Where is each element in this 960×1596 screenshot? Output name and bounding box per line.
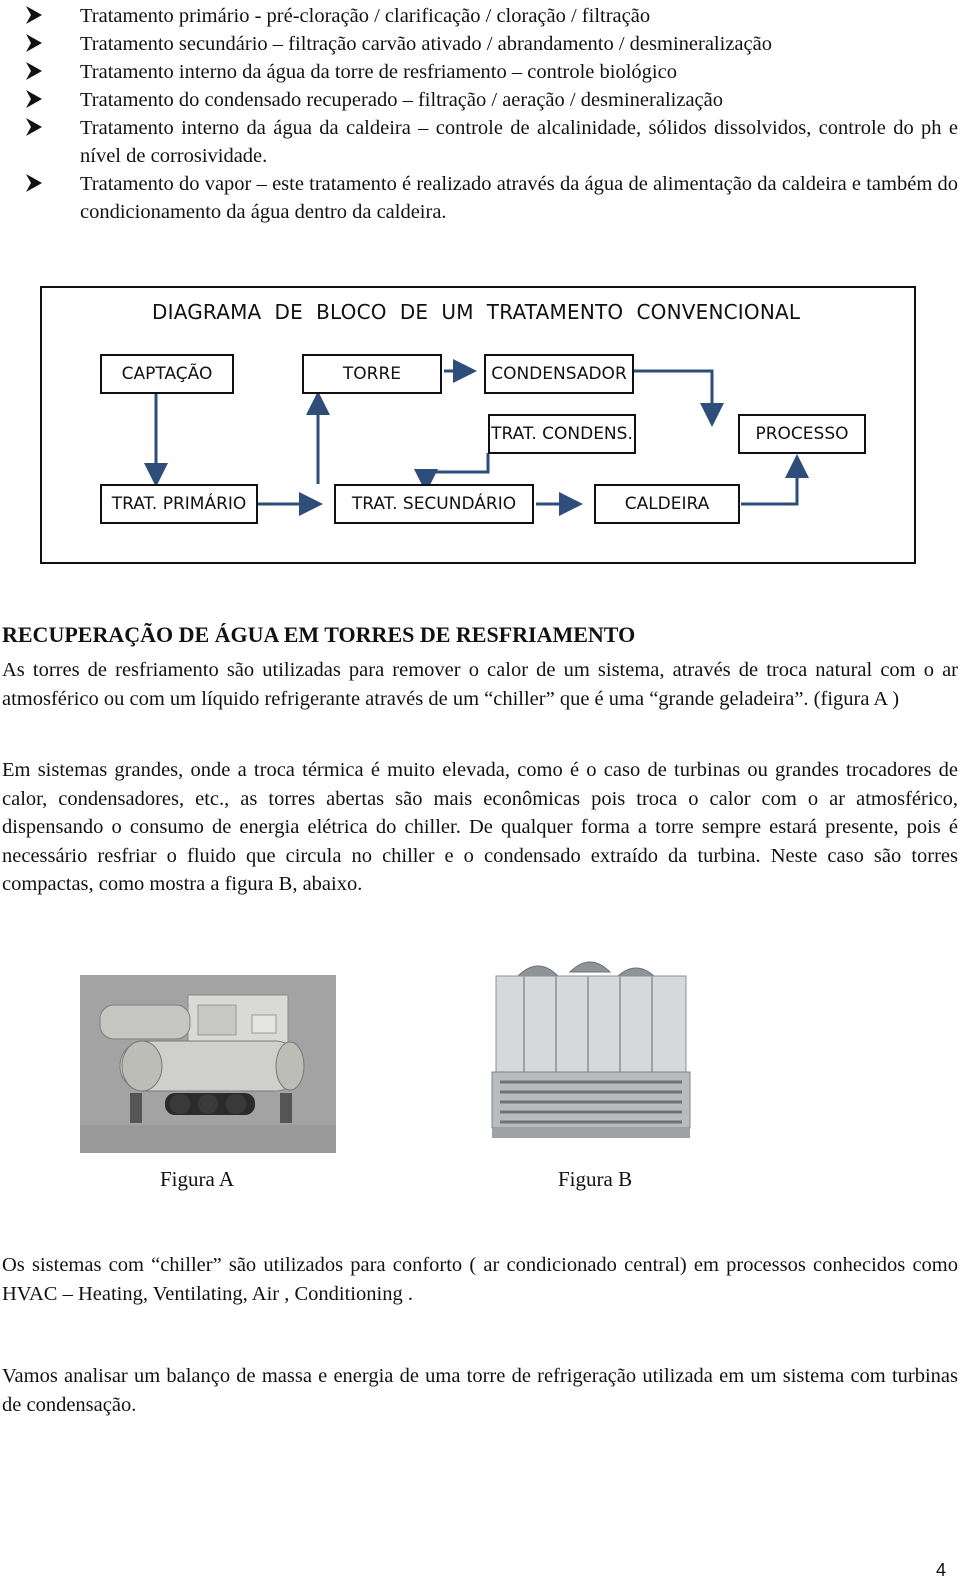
bullet-item	[0, 30, 958, 58]
bullet-text: Tratamento primário - pré-cloração / clarificação / cloração / filtração	[80, 5, 651, 27]
bullet-item	[0, 114, 958, 170]
block-diagram	[40, 286, 916, 564]
figure-a-chiller-image	[80, 975, 336, 1153]
paragraph-3: Os sistemas com “chiller” são utilizados para conforto ( ar condicionado central) em processos conhecidos como HVAC – Heating, Ventilating, Air , Conditioning .	[2, 1254, 958, 1305]
bullet-text: Tratamento secundário – filtração carvão ativado / abrandamento / desmineralização	[80, 33, 772, 55]
arrowhead-bullet-icon	[24, 4, 44, 26]
box-processo: PROCESSO	[738, 414, 866, 454]
bullet-text: Tratamento do vapor – este tratamento é realizado através da água de alimentação da caldeira e também do condicionamento da água dentro da caldeira.	[80, 173, 958, 223]
box-caldeira: CALDEIRA	[594, 484, 740, 524]
arrowhead-bullet-icon	[24, 32, 44, 54]
section-title: RECUPERAÇÃO DE ÁGUA EM TORRES DE RESFRIAMENTO	[2, 622, 636, 647]
page-number: 4	[935, 1560, 946, 1580]
box-condensador: CONDENSADOR	[484, 354, 634, 394]
arrow-condensador-to-tratcondens	[633, 371, 712, 418]
arrowhead-bullet-icon	[24, 88, 44, 110]
box-trat-secundario: TRAT. SECUNDÁRIO	[334, 484, 534, 524]
bullet-item	[0, 86, 958, 114]
bullet-item	[0, 58, 958, 86]
bullet-text: Tratamento interno da água da torre de resfriamento – controle biológico	[80, 61, 677, 83]
bullet-item	[0, 170, 958, 226]
arrowhead-bullet-icon	[24, 172, 44, 194]
paragraph-4: Vamos analisar um balanço de massa e energia de uma torre de refrigeração utilizada em um sistema com turbinas de condensação.	[2, 1365, 958, 1416]
arrow-caldeira-to-processo	[741, 463, 797, 504]
figure-a-caption: Figura A	[160, 1167, 235, 1191]
box-torre: TORRE	[302, 354, 442, 394]
paragraph-1: As torres de resfriamento são utilizadas para remover o calor de um sistema, através de troca natural com o ar atmosférico ou com um líquido refrigerante através de um “chiller” que é uma “grande geladeira”. (figura A )	[2, 659, 958, 710]
arrow-tratcondens-to-secundario	[426, 453, 488, 484]
bullet-text: Tratamento do condensado recuperado – filtração / aeração / desmineralização	[80, 89, 723, 111]
diagram-title: DIAGRAMA DE BLOCO DE UM TRATAMENTO CONVENCIONAL	[152, 300, 801, 324]
paragraph-2: Em sistemas grandes, onde a troca térmica é muito elevada, como é o caso de turbinas ou grandes trocadores de calor, condensadores, etc., as torres abertas são mais econômicas pois troca o calor com o ar atmosférico, dispensando o consumo de energia elétrica do chiller. De qualquer forma a torre sempre estará presente, pois é necessário resfriar o fluido que circula no chiller e o condensado extraído da turbina. Neste caso são torres compactas, como mostra a figura B, abaixo.	[2, 759, 958, 895]
box-trat-primario: TRAT. PRIMÁRIO	[100, 484, 258, 524]
box-trat-condens: TRAT. CONDENS.	[488, 414, 636, 454]
arrowhead-bullet-icon	[24, 60, 44, 82]
figure-b-caption: Figura B	[558, 1167, 633, 1191]
bullet-text: Tratamento interno da água da caldeira – controle de alcalinidade, sólidos dissolvidos, controle do ph e nível de corrosividade.	[80, 117, 958, 167]
figure-b-cooling-tower-image	[478, 950, 700, 1150]
box-captacao: CAPTAÇÃO	[100, 354, 234, 394]
bullet-item	[0, 2, 958, 30]
arrowhead-bullet-icon	[24, 116, 44, 138]
